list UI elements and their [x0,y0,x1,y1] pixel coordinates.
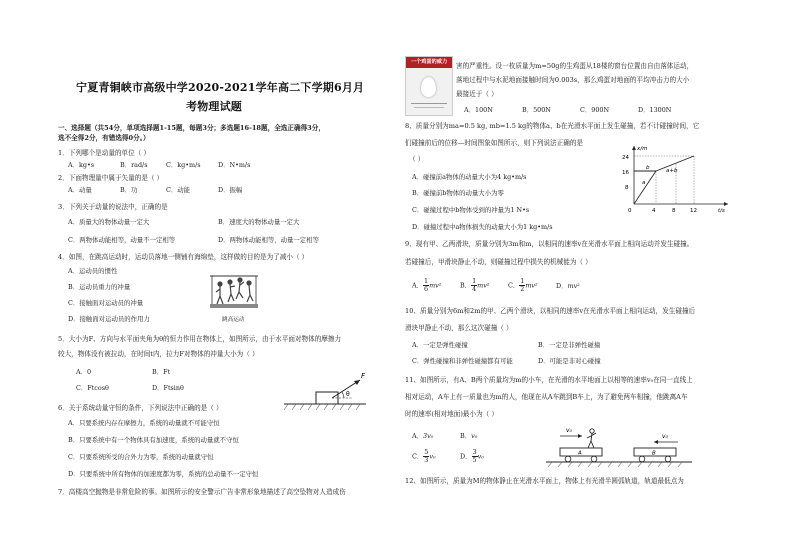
line-a-label: a [642,180,646,186]
q9-option-d: D．mv² [556,282,580,290]
cart-b-label: B [652,450,656,457]
question-11-cont: 相对运动，A车上有一质量也为m的人，他现在从A车跳到B车上，为了避免两车相撞，他跳离A车 [405,393,688,401]
q7-option-a: A．100N [464,106,493,114]
q6-option-a: A．只要系统内存在摩擦力，系统的动量就不可能守恒 [68,419,220,427]
q3-option-a: A．质量大的物体动量一定大 [68,218,150,226]
question-11-cont2: 时的速率(相对地面)最小为（ ） [405,410,498,418]
q5-option-d: D．Ftsinθ [152,384,184,392]
xt-graph [620,142,732,214]
q11-option-d: D． $\frac{3}{5}$ v₀ [460,448,484,464]
q10-option-c: C．弹性碰撞和非弹性碰撞都有可能 [412,357,513,365]
question-5-cont: 较大，物体没有被拉动，在时间t内，拉力F对物体的冲量大小为（ ） [58,350,259,358]
question-9: 9、现有甲、乙两滑块，质量分别为3m和m，以相同的速率v在光滑水平面上相向运动并发生碰撞。 [405,240,694,248]
q9-option-a: A． $\frac{1}{6}$ mv² [412,277,442,293]
velocity-a-label: v₀ [566,427,572,434]
two-carts-figure [544,420,694,468]
q2-option-a: A．动量 [68,186,92,194]
egg-poster-image [405,56,453,116]
angle-label: θ [346,391,350,398]
q4-option-a: A．运动员的惯性 [68,267,118,275]
page-title-line1: 宁夏青铜峡市高级中学2020-2021学年高二下学期6月月 [76,81,365,94]
question-9-cont: 若碰撞后，甲滑块静止不动，则碰撞过程中损失的机械能为（ ） [405,258,592,266]
ytick-8: 8 [625,185,629,191]
figure-caption: 跳高运动 [222,317,245,323]
xtick-4: 4 [652,208,656,214]
question-1: 1．下列哪个是动量的单位（ ） [58,149,151,157]
force-block-figure [282,368,368,414]
velocity-b-label: v₀ [662,433,668,440]
q4-option-b: B．运动员重力的冲量 [68,283,131,291]
question-8-cont: 们碰撞前后的位移—时间图象如图所示，则下列说法正确的是 [405,139,584,147]
q1-option-d: D．N•m/s [218,161,251,169]
cart-a-label: A [578,450,582,457]
poster-title: 一个鸡蛋的威力 [406,57,452,68]
q4-option-d: D．接触面对运动员的作用力 [68,315,150,323]
q4-option-c: C．接触面对运动员的冲量 [68,299,144,307]
q8-option-b: B．碰撞前b物体的动量大小为零 [412,189,504,197]
q8-option-c: C．碰撞过程中b物体受到的冲量为1 N•s [412,206,530,214]
q1-option-c: C．kg•m/s [166,161,201,169]
q5-option-a: A．0 [76,368,92,376]
line-ab-label: a+b [666,168,678,174]
question-8-paren: （ ） [409,155,425,163]
question-3: 3．下列关于动量的说法中，正确的是 [58,203,168,211]
question-11: 11、如图所示，有A、B两个质量均为m的小车，在光滑的水平地面上以相等的速率v₀在同一直线上 [405,376,693,384]
ytick-24: 24 [622,155,629,161]
question-12: 12、如图所示，质量为M的物体静止在光滑水平面上，物体上有光滑半圆弧轨道，轨道最低点为 [405,477,684,485]
q11-option-b: B．v₀ [460,432,478,440]
q10-option-d: D．可能是非对心碰撞 [538,357,601,365]
section-heading: 一、选择题（共54分，单项选择题1-15题，每题3分；多选题16-18题，全选正确得3分， [58,124,325,132]
q1-option-b: B．rad/s [120,161,148,169]
egg-icon [421,77,436,97]
q5-option-c: C．Ftcosθ [76,384,109,392]
q2-option-d: D．振幅 [218,186,243,194]
q6-option-b: B．只要系统中有一个物体具有加速度，系统的动量就不守恒 [68,436,239,444]
page-title-line2: 考物理试题 [186,100,242,113]
q10-option-b: B．一定是非弹性碰撞 [538,341,601,349]
question-10-cont: 滑块甲静止不动，那么这次碰撞（ ） [405,324,513,332]
q8-option-d: D．碰撞过程中a物体损失的动量大小为1 kg•m/s [412,223,553,231]
xtick-12: 12 [690,208,697,214]
question-7-cont3: 最接近于（ ） [456,90,498,98]
line-b-label: b [646,165,650,171]
q10-option-a: A．一定是弹性碰撞 [412,341,468,349]
q11-option-c: C． $\frac{5}{3}$ v₀ [412,448,436,464]
question-4: 4．如图，在跳高运动时，运动员落地一侧铺有海绵垫，这样做的目的是为了减小（ ） [58,253,309,261]
q5-option-b: B．Ft [152,368,171,376]
q6-option-d: D．只要系统中所有物体的加速度都为零，系统的总动量不一定守恒 [68,470,259,478]
q3-option-b: B．速度大的物体动量一定大 [218,218,300,226]
question-7-cont: 害的严重性。设一枚质量为m=50g的生鸡蛋从18楼的窗台位置由自由落体运动， [456,62,694,70]
question-7: 7．高楼高空抛物是非常危险的事。如图所示的安全警示广告非常形象地描述了高空坠物对人造成伤 [58,488,346,496]
q2-option-b: B．功 [120,186,138,194]
q7-option-c: C．900N [580,106,610,114]
q8-option-a: A．碰撞前a物体的动量大小为4 kg•m/s [412,173,527,181]
q3-option-d: D．两物体动能相等，动量一定相等 [218,236,319,244]
q9-option-c: C． $\frac{1}{2}$ mv² [508,277,538,293]
xtick-0: 0 [628,208,632,214]
question-2: 2．下面物理量中属于矢量的是（ ） [58,174,164,182]
person-icon [587,429,596,448]
q7-option-b: B．500N [522,106,551,114]
q11-option-a: A．3v₀ [412,432,434,440]
section-heading-cont: 选不全得2分，有错选得0分。） [58,134,150,142]
question-6: 6．关于系统动量守恒的条件，下列说法中正确的是（ ） [58,404,223,412]
graph-xlabel: t/s [718,208,725,214]
q9-option-b: B． $\frac{1}{4}$ mv² [460,277,490,293]
question-8: 8、质量分别为ma=0.5 kg, mb=1.5 kg的物体a、b在光滑水平面上发生碰撞，若不计碰撞时间，它 [405,122,700,130]
high-jump-figure [208,266,260,310]
ytick-16: 16 [622,170,629,176]
q1-option-a: A．kg•s [68,161,95,169]
graph-ylabel: x/m [637,146,648,152]
q6-option-c: C．只要系统所受的合外力为零，系统的动量就守恒 [68,453,214,461]
q2-option-c: C．动能 [166,186,191,194]
question-5: 5．大小为F、方向与水平面夹角为θ的恒力作用在物体上，如图所示，由于水平面对物体的摩擦力 [58,335,342,343]
q7-option-d: D．1300N [638,106,672,114]
q3-option-c: C．两物体动能相等，动量不一定相等 [68,236,176,244]
xtick-8: 8 [672,208,676,214]
force-label: F [361,372,366,380]
question-7-cont2: 落地过程中与水泥地面接触时间为0.003s，那么鸡蛋对地面的平均冲击力的大小 [456,76,690,84]
question-10: 10、质量分别为6m和2m的甲、乙两个滑块，以相同的速率v在光滑水平面上相向运动，发生碰撞后 [405,307,696,315]
